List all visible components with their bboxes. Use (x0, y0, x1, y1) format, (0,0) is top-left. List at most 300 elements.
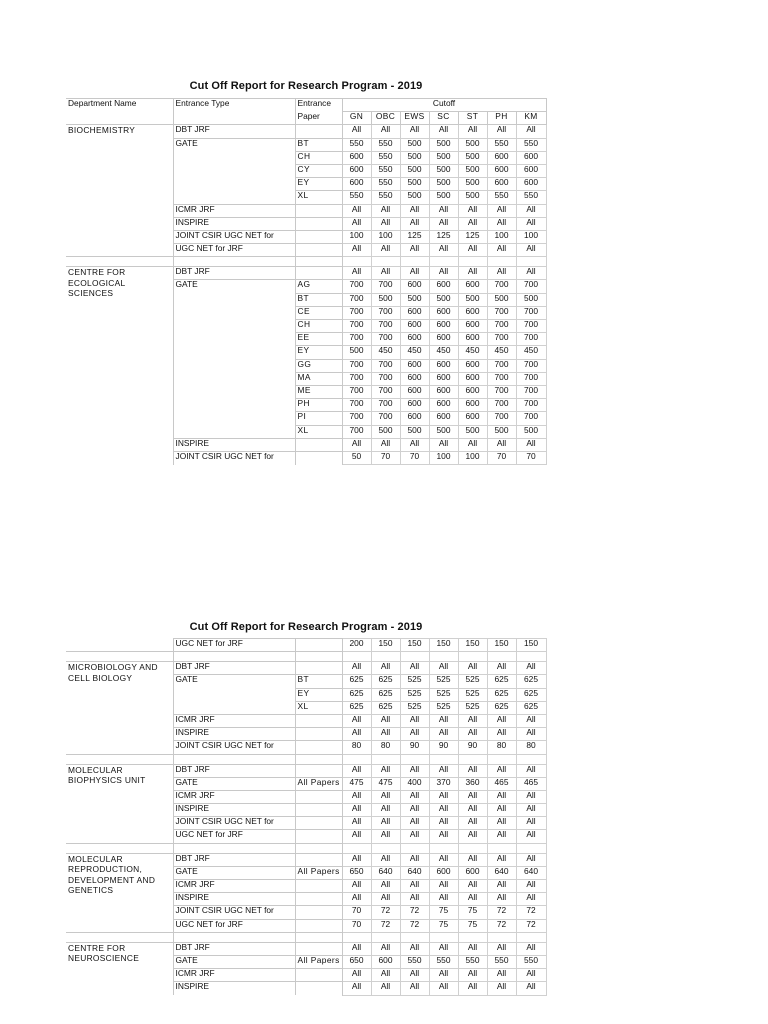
cutoff-value-obc: 500 (371, 425, 400, 438)
cutoff-value-sc: All (429, 217, 458, 230)
cutoff-value-km: 80 (516, 741, 546, 754)
cutoff-value-ph: 150 (487, 639, 516, 652)
entrance-type: INSPIRE (173, 804, 295, 817)
spacer-cell (342, 932, 371, 942)
table-row (66, 853, 546, 866)
cutoff-value-km: 600 (516, 164, 546, 177)
entrance-paper (295, 267, 342, 280)
entrance-paper: PI (295, 412, 342, 425)
cutoff-value-gn: 625 (342, 675, 371, 688)
cutoff-value-st: 600 (458, 385, 487, 398)
cutoff-value-ph: All (487, 942, 516, 955)
cutoff-value-st: 75 (458, 906, 487, 919)
cutoff-value-sc: 75 (429, 906, 458, 919)
cutoff-value-ph: All (487, 764, 516, 777)
cutoff-value-ph: 700 (487, 320, 516, 333)
cutoff-value-gn: 700 (342, 399, 371, 412)
cutoff-value-km: 700 (516, 280, 546, 293)
cutoff-value-ph: 700 (487, 385, 516, 398)
cutoff-value-km: All (516, 830, 546, 843)
header-cutoff: Cutoff (342, 99, 546, 112)
entrance-paper: BT (295, 138, 342, 151)
entrance-paper: EY (295, 688, 342, 701)
spacer-cell (458, 932, 487, 942)
cutoff-value-km: All (516, 204, 546, 217)
cutoff-value-st: 450 (458, 346, 487, 359)
cutoff-value-ews: All (400, 244, 429, 257)
spacer-cell (400, 257, 429, 267)
entrance-paper: CY (295, 164, 342, 177)
spacer-cell (400, 932, 429, 942)
cutoff-value-km: All (516, 893, 546, 906)
cutoff-value-obc: All (371, 267, 400, 280)
spacer-row (66, 257, 546, 267)
cutoff-value-obc: 80 (371, 741, 400, 754)
header-gn: GN (342, 112, 371, 125)
cutoff-value-obc: All (371, 204, 400, 217)
cutoff-value-st: 500 (458, 151, 487, 164)
cutoff-value-obc: 72 (371, 919, 400, 932)
entrance-paper (295, 125, 342, 138)
cutoff-value-km: 600 (516, 151, 546, 164)
cutoff-value-obc: 70 (371, 451, 400, 464)
cutoff-value-ews: 500 (400, 138, 429, 151)
entrance-type: DBT JRF (173, 267, 295, 280)
cutoff-value-ews: All (400, 217, 429, 230)
entrance-paper (295, 817, 342, 830)
cutoff-value-ph: All (487, 790, 516, 803)
cutoff-value-st: 500 (458, 191, 487, 204)
entrance-type: GATE (173, 138, 295, 151)
cutoff-value-obc: 700 (371, 412, 400, 425)
spacer-cell (66, 257, 173, 267)
spacer-cell (173, 754, 295, 764)
entrance-type (173, 412, 295, 425)
cutoff-value-obc: 700 (371, 359, 400, 372)
cutoff-value-ews: 600 (400, 280, 429, 293)
entrance-type (173, 178, 295, 191)
cutoff-value-gn: All (342, 204, 371, 217)
cutoff-value-ews: 150 (400, 639, 429, 652)
entrance-type: GATE (173, 777, 295, 790)
cutoff-value-km: All (516, 267, 546, 280)
cutoff-value-obc: 700 (371, 333, 400, 346)
cutoff-value-sc: 600 (429, 372, 458, 385)
header-obc: OBC (371, 112, 400, 125)
cutoff-value-sc: 500 (429, 138, 458, 151)
cutoff-value-km: 700 (516, 333, 546, 346)
entrance-type: INSPIRE (173, 893, 295, 906)
entrance-paper: CH (295, 320, 342, 333)
entrance-paper (295, 741, 342, 754)
cutoff-value-obc: All (371, 853, 400, 866)
cutoff-value-ews: 125 (400, 230, 429, 243)
cutoff-value-obc: 700 (371, 280, 400, 293)
spacer-cell (371, 652, 400, 662)
cutoff-value-ph: 700 (487, 306, 516, 319)
entrance-type (173, 333, 295, 346)
cutoff-value-obc: All (371, 244, 400, 257)
entrance-type (173, 320, 295, 333)
cutoff-value-ews: 600 (400, 306, 429, 319)
spacer-row (66, 652, 546, 662)
cutoff-value-ph: 625 (487, 701, 516, 714)
cutoff-value-sc: 600 (429, 280, 458, 293)
cutoff-value-sc: All (429, 764, 458, 777)
entrance-paper (295, 853, 342, 866)
cutoff-value-gn: 700 (342, 385, 371, 398)
cutoff-value-ph: 450 (487, 346, 516, 359)
cutoff-value-gn: 700 (342, 320, 371, 333)
entrance-paper (295, 451, 342, 464)
cutoff-value-gn: 600 (342, 178, 371, 191)
cutoff-value-obc: 700 (371, 372, 400, 385)
cutoff-value-gn: 650 (342, 955, 371, 968)
cutoff-value-obc: 475 (371, 777, 400, 790)
cutoff-value-obc: All (371, 804, 400, 817)
cutoff-value-ews: All (400, 125, 429, 138)
entrance-type: UGC NET for JRF (173, 639, 295, 652)
entrance-type (173, 688, 295, 701)
cutoff-value-gn: All (342, 830, 371, 843)
cutoff-value-ews: All (400, 728, 429, 741)
cutoff-value-obc: 550 (371, 151, 400, 164)
cutoff-value-sc: All (429, 438, 458, 451)
cutoff-value-km: All (516, 438, 546, 451)
cutoff-value-sc: All (429, 267, 458, 280)
cutoff-value-ews: 600 (400, 359, 429, 372)
cutoff-value-km: 700 (516, 359, 546, 372)
cutoff-value-km: All (516, 804, 546, 817)
spacer-cell (295, 257, 342, 267)
entrance-type: GATE (173, 955, 295, 968)
spacer-cell (429, 843, 458, 853)
cutoff-value-ph: 700 (487, 372, 516, 385)
entrance-type (173, 399, 295, 412)
cutoff-value-st: All (458, 728, 487, 741)
cutoff-value-sc: 525 (429, 688, 458, 701)
entrance-paper: EY (295, 178, 342, 191)
cutoff-value-st: 600 (458, 866, 487, 879)
entrance-paper: EE (295, 333, 342, 346)
cutoff-value-km: 550 (516, 955, 546, 968)
department-name: BIOCHEMISTRY (66, 125, 173, 257)
cutoff-value-gn: 600 (342, 164, 371, 177)
entrance-paper (295, 728, 342, 741)
cutoff-value-sc: 550 (429, 955, 458, 968)
entrance-type: DBT JRF (173, 942, 295, 955)
entrance-paper (295, 880, 342, 893)
cutoff-value-st: All (458, 853, 487, 866)
cutoff-value-obc: All (371, 662, 400, 675)
entrance-type: UGC NET for JRF (173, 244, 295, 257)
cutoff-value-sc: 600 (429, 359, 458, 372)
cutoff-value-ph: 72 (487, 919, 516, 932)
cutoff-value-ph: 80 (487, 741, 516, 754)
entrance-type (173, 372, 295, 385)
cutoff-value-ph: All (487, 982, 516, 995)
cutoff-value-km: 625 (516, 701, 546, 714)
spacer-cell (173, 652, 295, 662)
entrance-paper: All Papers (295, 866, 342, 879)
entrance-type: GATE (173, 675, 295, 688)
cutoff-value-gn: All (342, 817, 371, 830)
cutoff-value-obc: 100 (371, 230, 400, 243)
cutoff-value-gn: All (342, 438, 371, 451)
entrance-paper (295, 919, 342, 932)
cutoff-value-sc: 500 (429, 151, 458, 164)
cutoff-value-obc: 700 (371, 320, 400, 333)
department-name: MOLECULAR REPRODUCTION, DEVELOPMENT AND GENETICS (66, 853, 173, 932)
cutoff-value-st: All (458, 204, 487, 217)
cutoff-value-sc: All (429, 790, 458, 803)
spacer-cell (173, 932, 295, 942)
cutoff-value-st: All (458, 244, 487, 257)
cutoff-value-sc: All (429, 125, 458, 138)
spacer-cell (487, 932, 516, 942)
entrance-paper (295, 830, 342, 843)
cutoff-value-gn: 700 (342, 425, 371, 438)
cutoff-value-ews: 640 (400, 866, 429, 879)
spacer-cell (400, 754, 429, 764)
cutoff-value-ph: 700 (487, 333, 516, 346)
cutoff-value-ph: 700 (487, 412, 516, 425)
cutoff-value-gn: 80 (342, 741, 371, 754)
entrance-paper: PH (295, 399, 342, 412)
entrance-paper: CE (295, 306, 342, 319)
entrance-type: DBT JRF (173, 853, 295, 866)
spacer-cell (516, 257, 546, 267)
cutoff-value-obc: 500 (371, 293, 400, 306)
cutoff-value-st: All (458, 714, 487, 727)
cutoff-value-st: 500 (458, 164, 487, 177)
cutoff-value-ph: All (487, 125, 516, 138)
header-entrance-type: Entrance Type (173, 99, 295, 125)
cutoff-value-ews: All (400, 982, 429, 995)
cutoff-value-km: All (516, 942, 546, 955)
cutoff-value-sc: All (429, 817, 458, 830)
spacer-cell (371, 843, 400, 853)
cutoff-value-km: All (516, 969, 546, 982)
cutoff-value-ews: 72 (400, 906, 429, 919)
cutoff-table-page-2 (66, 638, 546, 996)
spacer-cell (429, 754, 458, 764)
cutoff-value-sc: 600 (429, 412, 458, 425)
cutoff-value-km: All (516, 817, 546, 830)
cutoff-value-st: 125 (458, 230, 487, 243)
entrance-type: JOINT CSIR UGC NET for (173, 817, 295, 830)
entrance-type: JOINT CSIR UGC NET for (173, 906, 295, 919)
cutoff-value-obc: 550 (371, 191, 400, 204)
entrance-paper: XL (295, 191, 342, 204)
cutoff-value-sc: 90 (429, 741, 458, 754)
entrance-paper (295, 438, 342, 451)
entrance-paper: ME (295, 385, 342, 398)
header-ews: EWS (400, 112, 429, 125)
cutoff-value-gn: All (342, 662, 371, 675)
cutoff-value-ews: 525 (400, 701, 429, 714)
cutoff-value-gn: All (342, 790, 371, 803)
cutoff-value-gn: 600 (342, 151, 371, 164)
entrance-type (173, 306, 295, 319)
cutoff-value-st: 525 (458, 688, 487, 701)
cutoff-value-st: 100 (458, 451, 487, 464)
cutoff-value-km: All (516, 662, 546, 675)
spacer-cell (487, 257, 516, 267)
cutoff-value-sc: All (429, 942, 458, 955)
cutoff-value-gn: 100 (342, 230, 371, 243)
spacer-cell (342, 754, 371, 764)
cutoff-value-ph: 500 (487, 293, 516, 306)
cutoff-value-obc: All (371, 217, 400, 230)
cutoff-value-ph: All (487, 204, 516, 217)
cutoff-value-sc: 525 (429, 701, 458, 714)
cutoff-value-ph: All (487, 244, 516, 257)
table-body-page-2 (66, 639, 546, 996)
cutoff-value-ph: 70 (487, 451, 516, 464)
cutoff-value-gn: All (342, 942, 371, 955)
cutoff-value-sc: All (429, 893, 458, 906)
cutoff-value-ph: All (487, 830, 516, 843)
cutoff-value-ews: 500 (400, 164, 429, 177)
cutoff-value-sc: 600 (429, 399, 458, 412)
table-row (66, 125, 546, 138)
cutoff-value-st: All (458, 817, 487, 830)
cutoff-value-ews: All (400, 853, 429, 866)
entrance-paper (295, 982, 342, 995)
cutoff-value-gn: All (342, 880, 371, 893)
table-row (66, 639, 546, 652)
cutoff-value-sc: All (429, 244, 458, 257)
entrance-paper: AG (295, 280, 342, 293)
entrance-paper (295, 942, 342, 955)
cutoff-value-st: 600 (458, 280, 487, 293)
cutoff-value-obc: All (371, 764, 400, 777)
cutoff-value-gn: All (342, 714, 371, 727)
entrance-paper (295, 893, 342, 906)
cutoff-value-st: 360 (458, 777, 487, 790)
cutoff-value-obc: 625 (371, 688, 400, 701)
department-name: CENTRE FOR ECOLOGICAL SCIENCES (66, 267, 173, 465)
header-st: ST (458, 112, 487, 125)
cutoff-value-ews: 90 (400, 741, 429, 754)
cutoff-value-ph: 640 (487, 866, 516, 879)
cutoff-value-st: 500 (458, 425, 487, 438)
spacer-cell (66, 754, 173, 764)
cutoff-value-sc: 370 (429, 777, 458, 790)
cutoff-value-ews: 525 (400, 688, 429, 701)
cutoff-value-obc: 700 (371, 385, 400, 398)
cutoff-value-km: 550 (516, 191, 546, 204)
cutoff-value-gn: All (342, 853, 371, 866)
header-entrance-paper-line2: Paper (295, 112, 342, 125)
cutoff-value-ph: All (487, 714, 516, 727)
cutoff-value-km: 625 (516, 688, 546, 701)
cutoff-value-obc: All (371, 969, 400, 982)
cutoff-value-st: All (458, 830, 487, 843)
spacer-cell (295, 932, 342, 942)
cutoff-value-st: 600 (458, 359, 487, 372)
cutoff-value-gn: 70 (342, 919, 371, 932)
spacer-cell (66, 843, 173, 853)
entrance-paper: All Papers (295, 955, 342, 968)
entrance-paper (295, 662, 342, 675)
cutoff-value-gn: 700 (342, 412, 371, 425)
entrance-type (173, 191, 295, 204)
entrance-type (173, 425, 295, 438)
department-name: MICROBIOLOGY AND CELL BIOLOGY (66, 662, 173, 754)
spacer-row (66, 843, 546, 853)
spacer-cell (66, 932, 173, 942)
cutoff-value-gn: All (342, 217, 371, 230)
spacer-cell (487, 754, 516, 764)
header-entrance-paper-line1: Entrance (295, 99, 342, 112)
cutoff-value-km: 700 (516, 412, 546, 425)
cutoff-value-obc: All (371, 728, 400, 741)
cutoff-value-sc: 600 (429, 333, 458, 346)
cutoff-value-ph: All (487, 728, 516, 741)
spacer-cell (516, 652, 546, 662)
cutoff-value-ews: All (400, 662, 429, 675)
cutoff-value-obc: All (371, 817, 400, 830)
spacer-cell (342, 257, 371, 267)
cutoff-value-sc: All (429, 662, 458, 675)
cutoff-value-gn: All (342, 728, 371, 741)
department-name (66, 639, 173, 652)
table-body-page-1 (66, 125, 546, 465)
cutoff-value-st: 500 (458, 138, 487, 151)
spacer-cell (371, 257, 400, 267)
spacer-cell (516, 754, 546, 764)
cutoff-value-ph: 550 (487, 955, 516, 968)
cutoff-value-ews: All (400, 204, 429, 217)
spacer-cell (458, 257, 487, 267)
spacer-cell (342, 652, 371, 662)
entrance-paper: XL (295, 425, 342, 438)
cutoff-value-sc: All (429, 728, 458, 741)
entrance-paper: MA (295, 372, 342, 385)
cutoff-value-ph: All (487, 880, 516, 893)
cutoff-value-gn: 625 (342, 701, 371, 714)
cutoff-value-obc: 550 (371, 164, 400, 177)
spacer-cell (487, 843, 516, 853)
entrance-paper (295, 244, 342, 257)
cutoff-value-ews: 525 (400, 675, 429, 688)
spacer-cell (295, 652, 342, 662)
cutoff-value-obc: 72 (371, 906, 400, 919)
entrance-type: JOINT CSIR UGC NET for (173, 741, 295, 754)
cutoff-value-ph: 700 (487, 280, 516, 293)
cutoff-value-gn: All (342, 764, 371, 777)
cutoff-value-ews: 500 (400, 178, 429, 191)
entrance-paper (295, 230, 342, 243)
cutoff-value-sc: 450 (429, 346, 458, 359)
cutoff-value-km: 550 (516, 138, 546, 151)
cutoff-value-obc: 700 (371, 399, 400, 412)
entrance-type: DBT JRF (173, 662, 295, 675)
entrance-paper: EY (295, 346, 342, 359)
cutoff-value-sc: 500 (429, 178, 458, 191)
cutoff-value-ews: All (400, 804, 429, 817)
cutoff-value-ph: 550 (487, 191, 516, 204)
spacer-cell (295, 754, 342, 764)
cutoff-value-sc: 500 (429, 164, 458, 177)
cutoff-value-st: 500 (458, 178, 487, 191)
cutoff-value-obc: 640 (371, 866, 400, 879)
cutoff-value-ph: 600 (487, 164, 516, 177)
spacer-cell (458, 652, 487, 662)
cutoff-value-ph: All (487, 804, 516, 817)
